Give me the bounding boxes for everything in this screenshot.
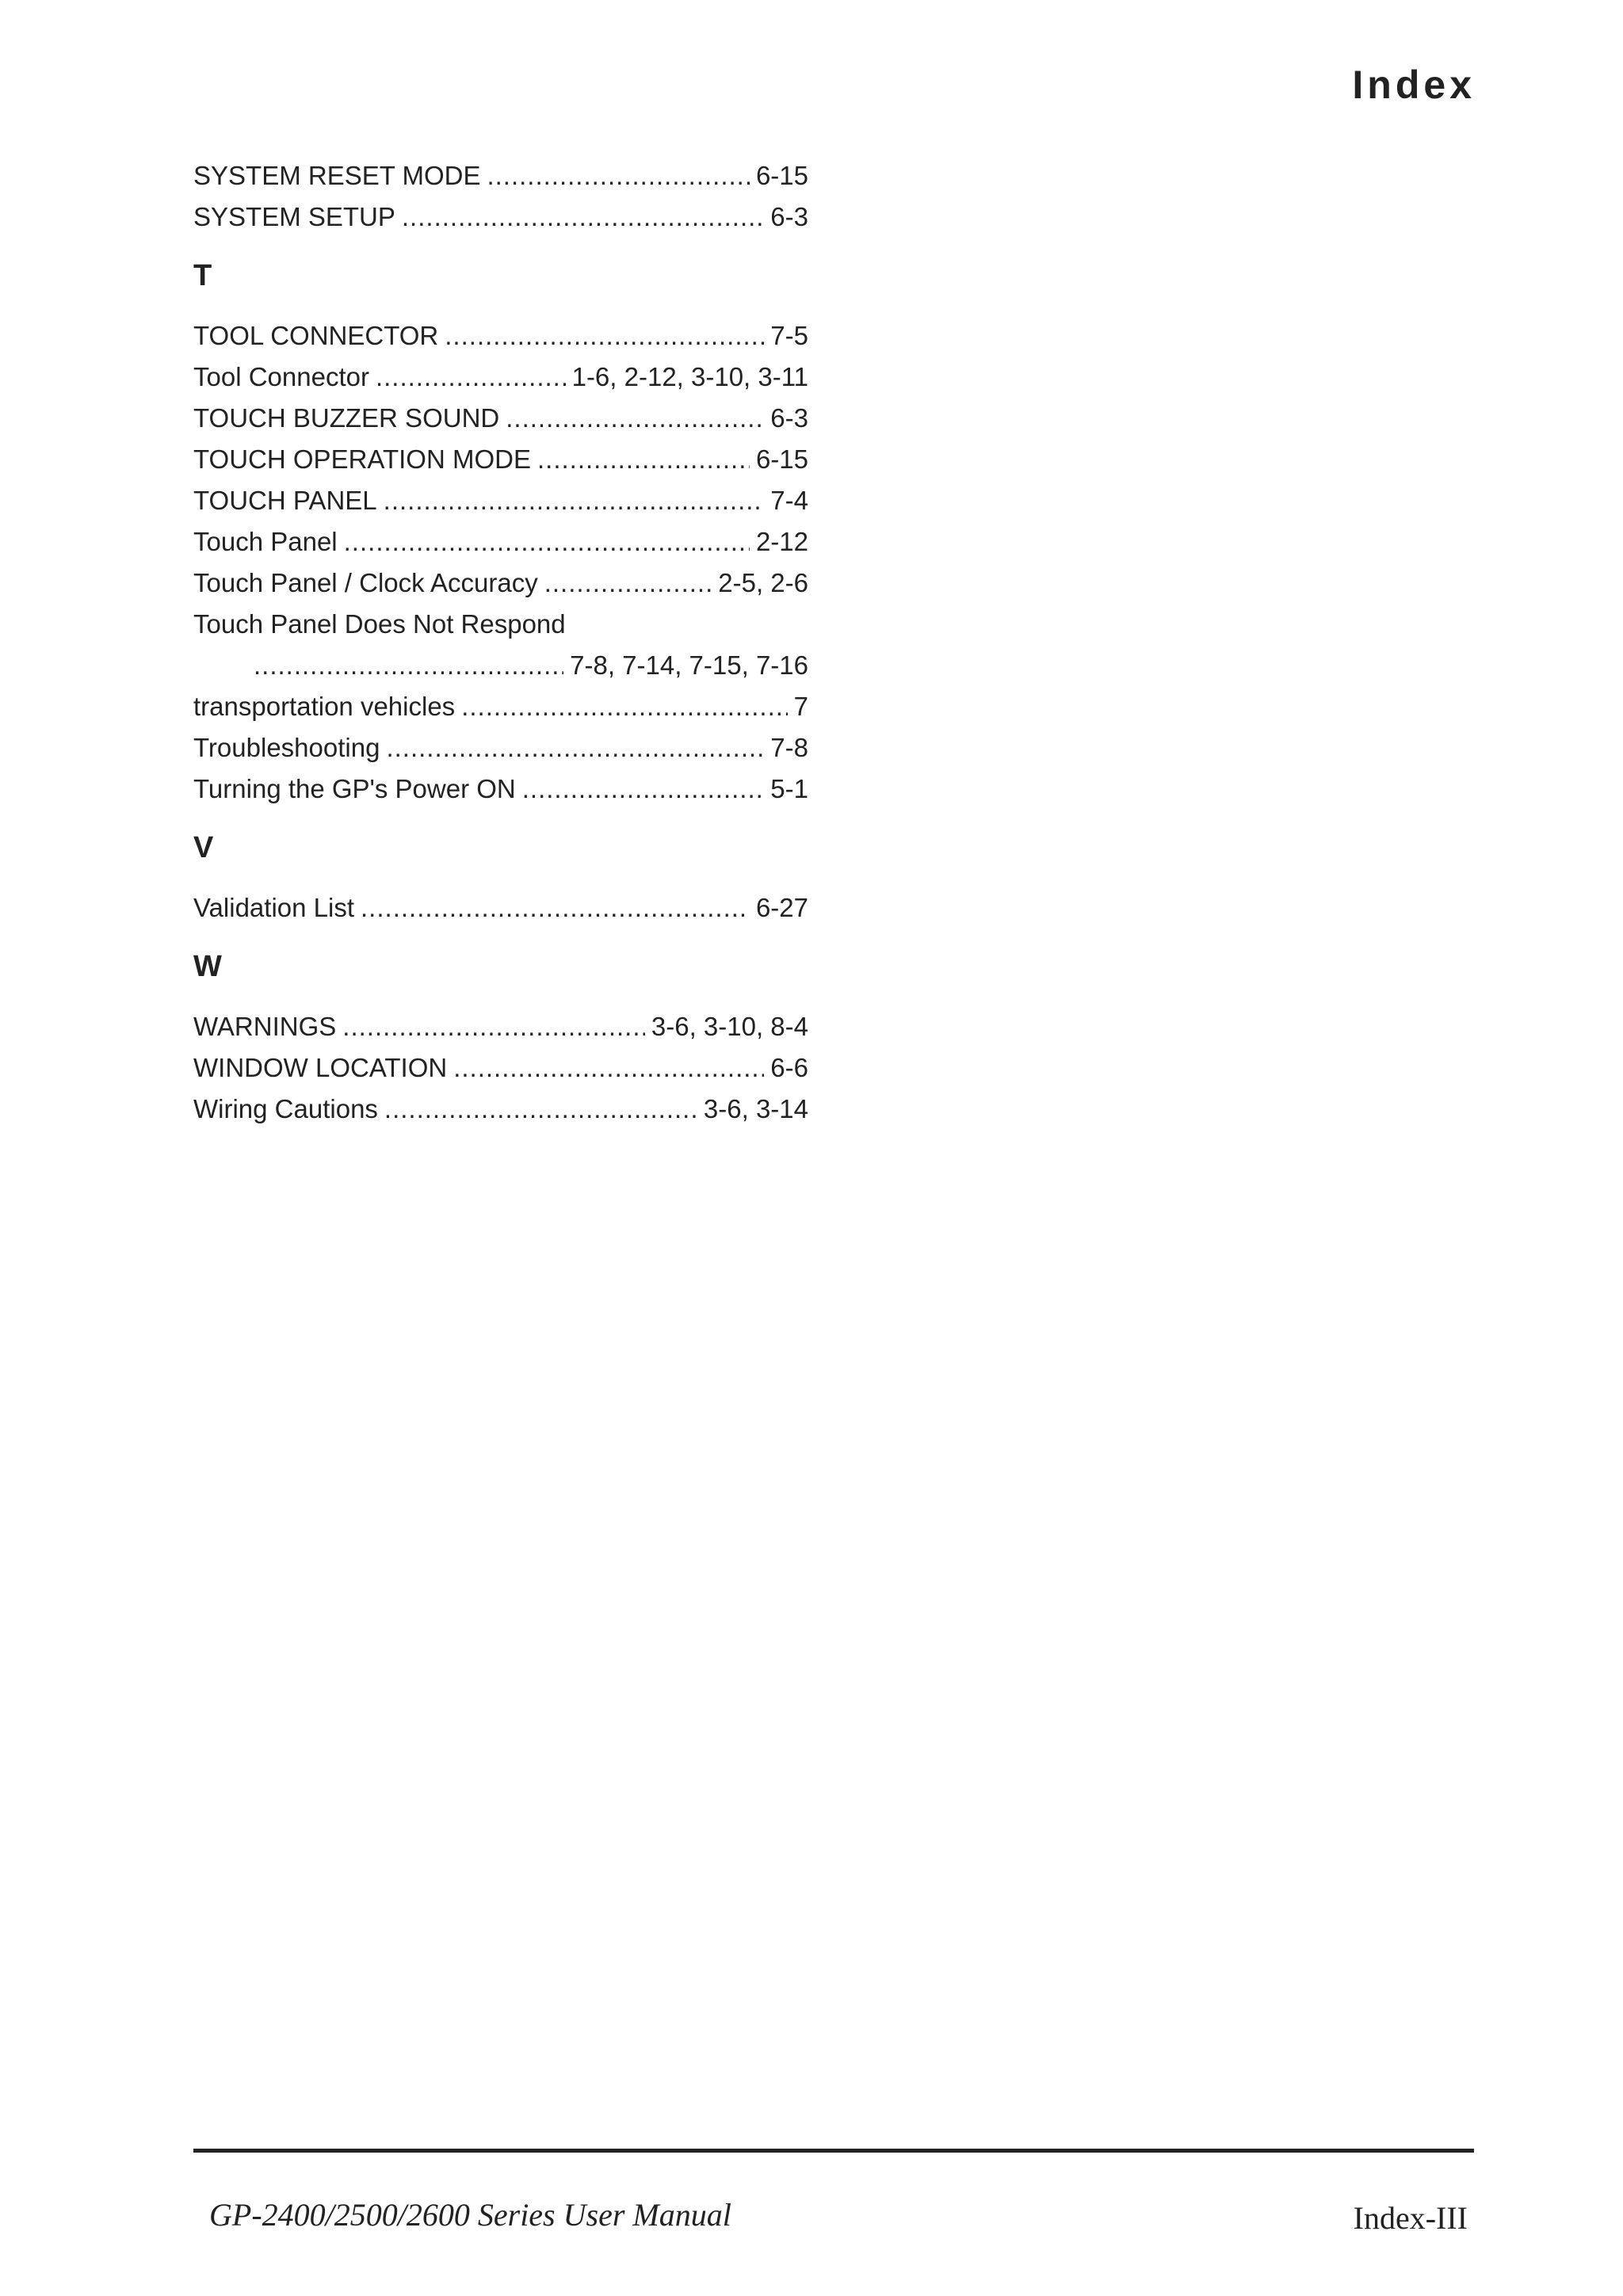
index-term: TOUCH OPERATION MODE [193,444,531,474]
index-term: SYSTEM SETUP [193,202,395,231]
index-entry [193,1089,808,1130]
dot-leader [544,563,712,604]
index-term: WARNINGS [193,1012,337,1041]
index-entry [193,439,808,480]
section-letter-t: T [193,259,212,292]
index-pages: 6-3 [770,403,808,433]
index-term: Validation List [193,893,355,922]
index-pages: 6-27 [755,893,808,922]
index-entry [193,727,808,769]
index-term: Troubleshooting [193,733,380,762]
index-term: Wiring Cautions [193,1094,378,1123]
dot-leader [254,645,563,686]
index-pages: 5-1 [770,774,808,803]
index-column [193,155,808,1130]
dot-leader [445,315,764,357]
index-term: SYSTEM RESET MODE [193,161,481,190]
manual-title: GP-2400/2500/2600 Series User Manual [209,2197,731,2233]
index-entry [193,604,808,645]
dot-leader [522,769,765,810]
index-term: transportation vehicles [193,692,456,721]
index-pages: 2-5, 2-6 [718,568,808,597]
section-letter-w: W [193,950,222,983]
index-entry [193,480,808,521]
index-term: WINDOW LOCATION [193,1053,448,1082]
dot-leader [506,398,764,439]
dot-leader [402,196,764,238]
index-pages: 3-6, 3-10, 8-4 [651,1012,808,1041]
dot-leader [342,1006,645,1047]
dot-leader [344,521,750,563]
index-entry [193,357,808,398]
index-term: Touch Panel / Clock Accuracy [193,568,538,597]
index-pages: 7 [793,692,808,721]
index-term: Turning the GP's Power ON [193,774,516,803]
dot-leader [384,480,765,521]
footer-divider [193,2149,1474,2153]
index-pages: 1-6, 2-12, 3-10, 3-11 [571,362,808,391]
index-entry [193,686,808,727]
index-entry [193,398,808,439]
dot-leader [386,727,764,769]
index-entry [193,521,808,563]
index-pages: 7-4 [770,486,808,515]
index-entry [193,769,808,810]
index-pages: 7-5 [770,321,808,350]
index-pages: 6-15 [755,161,808,190]
dot-leader [361,887,750,929]
index-term: Tool Connector [193,362,369,391]
index-pages: 7-8 [770,733,808,762]
dot-leader [384,1089,697,1130]
index-entry [193,563,808,604]
index-entry [193,196,808,238]
index-entry [193,887,808,929]
index-term: TOUCH BUZZER SOUND [193,403,500,433]
index-entry [193,315,808,357]
index-pages: 7-8, 7-14, 7-15, 7-16 [570,650,808,680]
index-pages: 6-3 [770,202,808,231]
index-pages: 6-15 [755,444,808,474]
dot-leader [376,357,566,398]
index-term: Touch Panel [193,527,338,556]
index-term: Touch Panel Does Not Respond [193,609,566,639]
dot-leader [461,686,787,727]
index-entry [193,155,808,196]
index-pages: 6-6 [770,1053,808,1082]
page-title: Index [1352,63,1476,107]
dot-leader [453,1047,764,1089]
dot-leader [487,155,749,196]
index-entry [193,1006,808,1047]
page-number: Index-III [1353,2200,1468,2236]
index-pages: 2-12 [755,527,808,556]
section-letter-v: V [193,831,214,864]
index-pages: 3-6, 3-14 [703,1094,808,1123]
dot-leader [537,439,750,480]
index-term: TOUCH PANEL [193,486,377,515]
index-entry-continuation [193,645,808,686]
index-entry [193,1047,808,1089]
index-term: TOOL CONNECTOR [193,321,439,350]
